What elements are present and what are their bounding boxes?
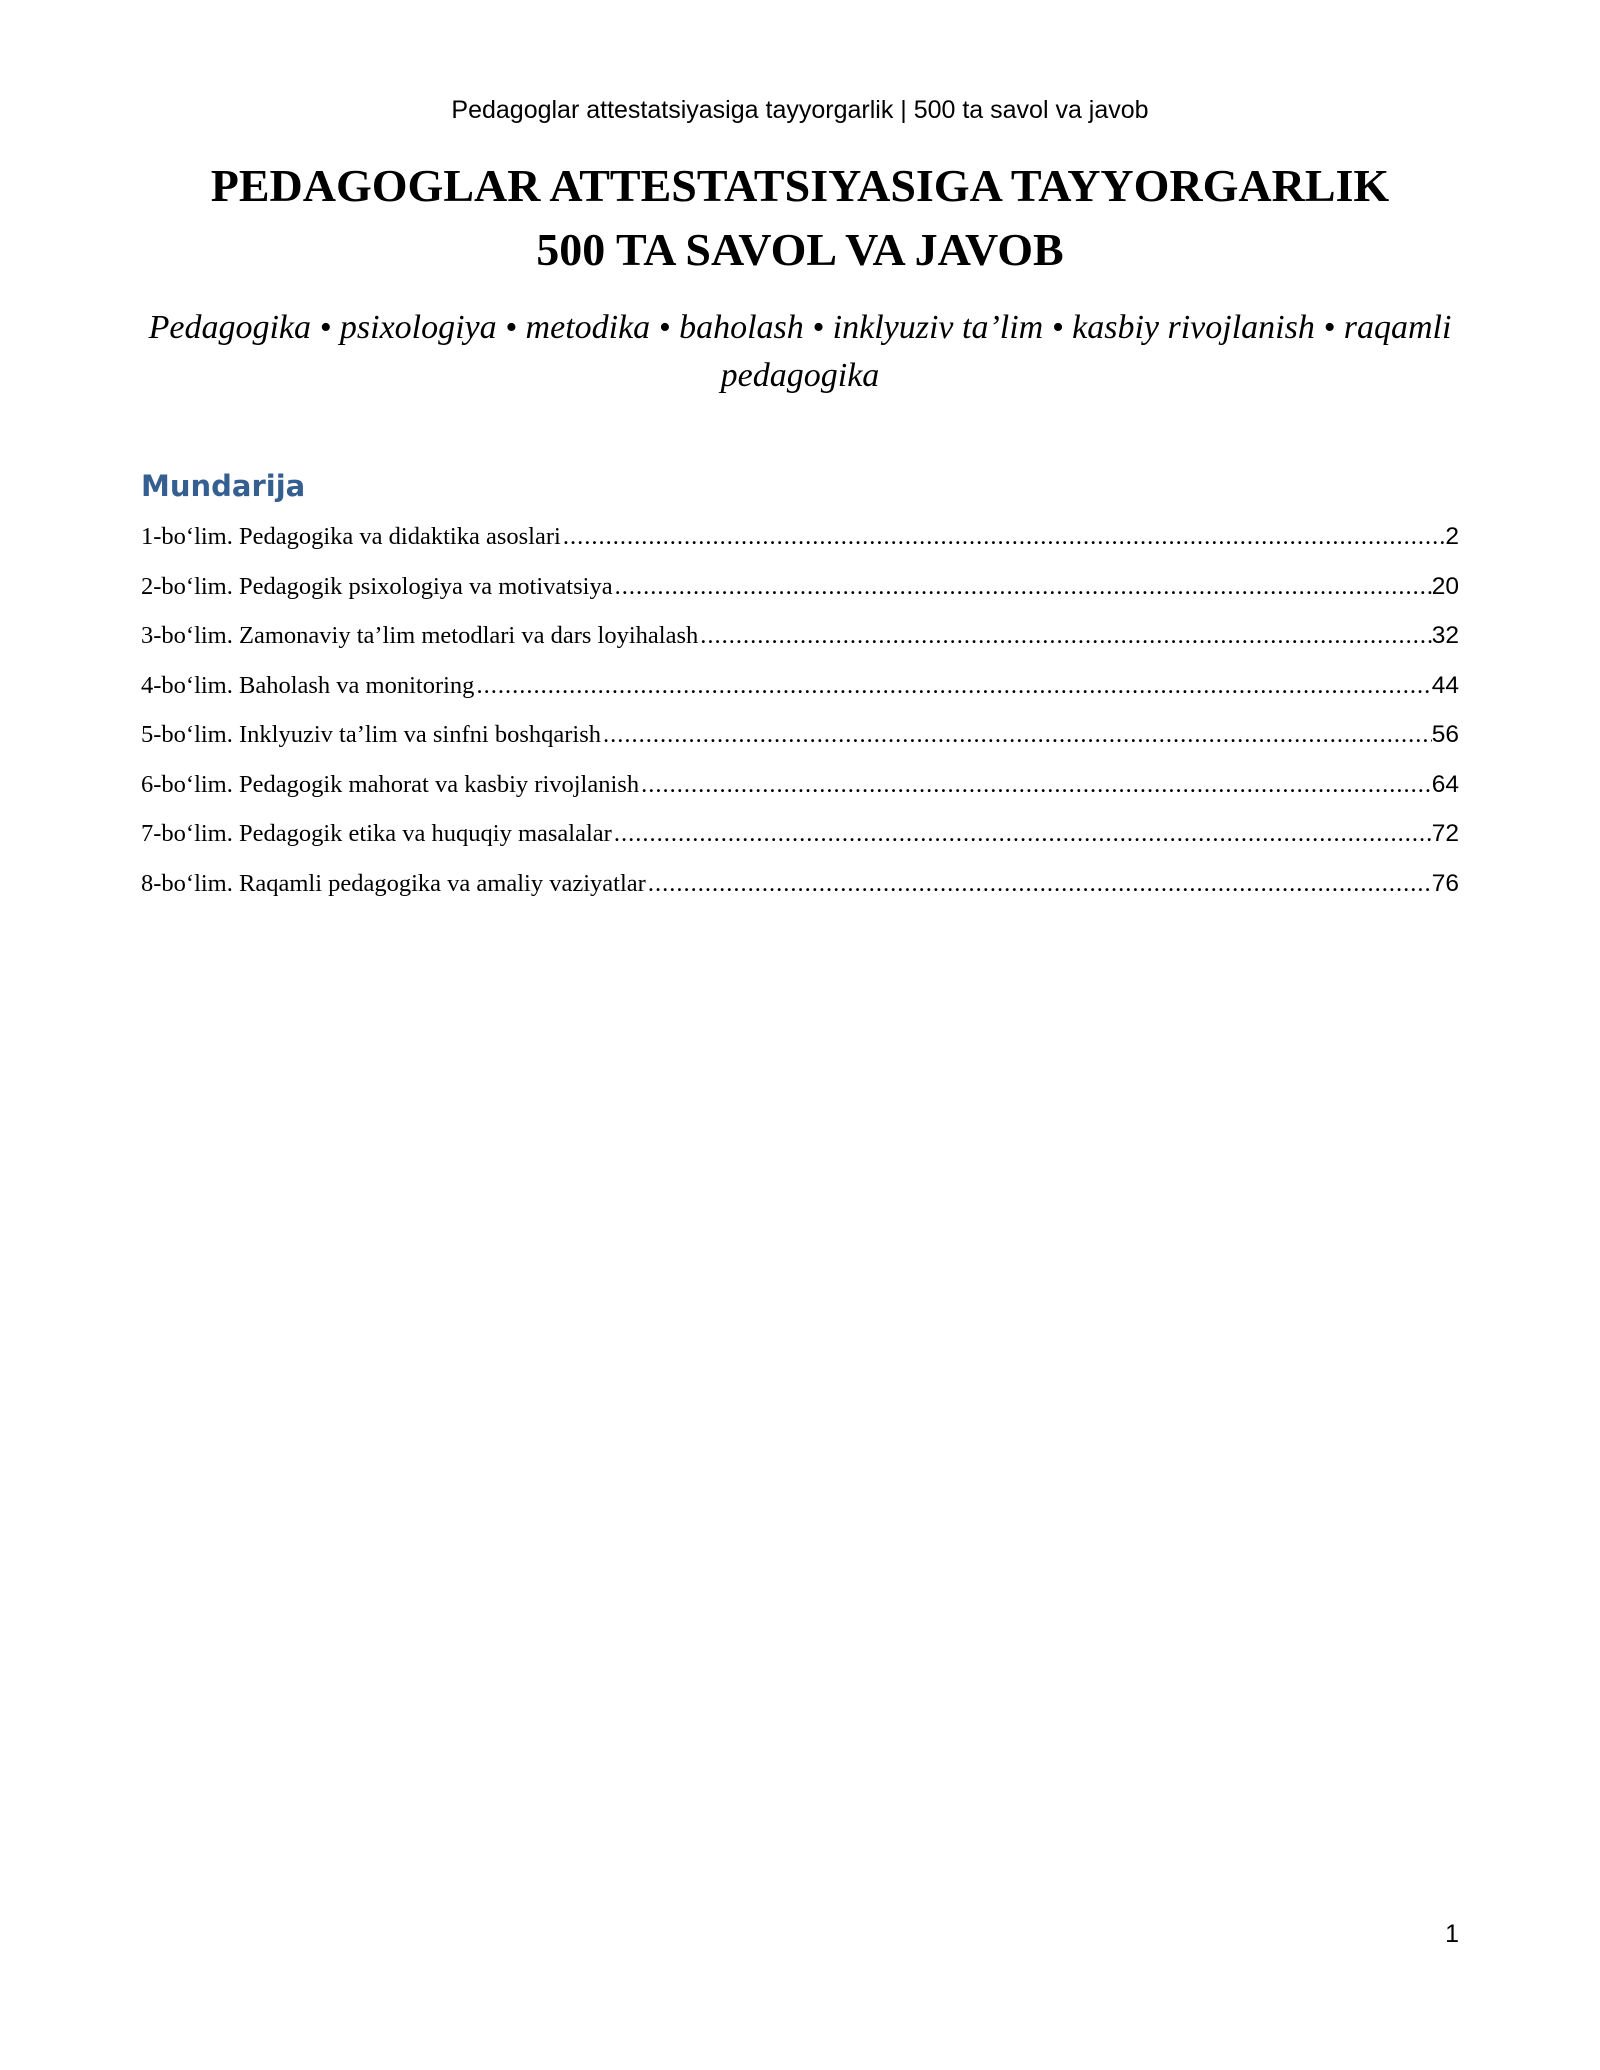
toc-leader-dots bbox=[698, 611, 1432, 661]
toc-leader-dots bbox=[646, 859, 1432, 909]
toc-entry-title: 7-bo‘lim. Pedagogik etika va huquqiy masalalar bbox=[141, 820, 612, 847]
document-title-line-2: 500 TA SAVOL VA JAVOB bbox=[536, 224, 1064, 275]
toc-entry-title: 8-bo‘lim. Raqamli pedagogika va amaliy vaziyatlar bbox=[141, 869, 646, 897]
toc-entry-title: 2-bo‘lim. Pedagogik psixologiya va motivatsiya bbox=[141, 572, 613, 600]
running-header: Pedagoglar attestatsiyasiga tayyorgarlik | 500 ta savol va javob bbox=[451, 96, 1149, 124]
toc-entry-6[interactable] bbox=[141, 760, 1459, 810]
toc-entry-page: 44 bbox=[1431, 671, 1459, 699]
toc-entry-2[interactable] bbox=[141, 562, 1459, 612]
table-of-contents bbox=[141, 466, 1459, 908]
toc-entry-title: 1-bo‘lim. Pedagogika va didaktika asoslari bbox=[141, 523, 561, 550]
toc-entry-page: 64 bbox=[1431, 770, 1459, 798]
toc-leader-dots bbox=[612, 809, 1432, 859]
toc-leader-dots bbox=[639, 760, 1432, 810]
document-title bbox=[100, 154, 1500, 282]
toc-leader-dots bbox=[561, 512, 1446, 562]
toc-entry-title: 6-bo‘lim. Pedagogik mahorat va kasbiy rivojlanish bbox=[141, 770, 640, 798]
toc-entry-7[interactable] bbox=[141, 809, 1459, 859]
toc-entry-page: 76 bbox=[1431, 869, 1459, 897]
toc-entry-3[interactable] bbox=[141, 611, 1459, 661]
document-title-line-1: PEDAGOGLAR ATTESTATSIYASIGA TAYYORGARLIK bbox=[210, 160, 1390, 211]
toc-entry-title: 4-bo‘lim. Baholash va monitoring bbox=[141, 671, 475, 699]
page-number: 1 bbox=[1445, 1920, 1459, 1948]
toc-entry-title: 5-bo‘lim. Inklyuziv ta’lim va sinfni boshqarish bbox=[141, 721, 601, 748]
toc-entry-4[interactable] bbox=[141, 661, 1459, 711]
toc-entry-1[interactable] bbox=[141, 512, 1459, 562]
toc-heading: Mundarija bbox=[141, 469, 306, 503]
toc-entry-5[interactable] bbox=[141, 710, 1459, 760]
document-subtitle: Pedagogika • psixologiya • metodika • baholash • inklyuziv ta’lim • kasbiy rivojlanish • raqamli pedagogika bbox=[148, 309, 1452, 394]
toc-leader-dots bbox=[474, 661, 1431, 711]
toc-entry-title: 3-bo‘lim. Zamonaviy ta’lim metodlari va dars loyihalash bbox=[141, 622, 699, 649]
toc-entry-page: 20 bbox=[1431, 572, 1459, 600]
toc-entry-page: 56 bbox=[1431, 721, 1459, 748]
toc-leader-dots bbox=[613, 562, 1432, 612]
toc-entry-page: 72 bbox=[1431, 820, 1459, 847]
toc-entry-8[interactable] bbox=[141, 859, 1459, 909]
toc-entry-page: 2 bbox=[1445, 523, 1459, 550]
toc-entry-page: 32 bbox=[1431, 622, 1459, 649]
toc-leader-dots bbox=[601, 710, 1432, 760]
